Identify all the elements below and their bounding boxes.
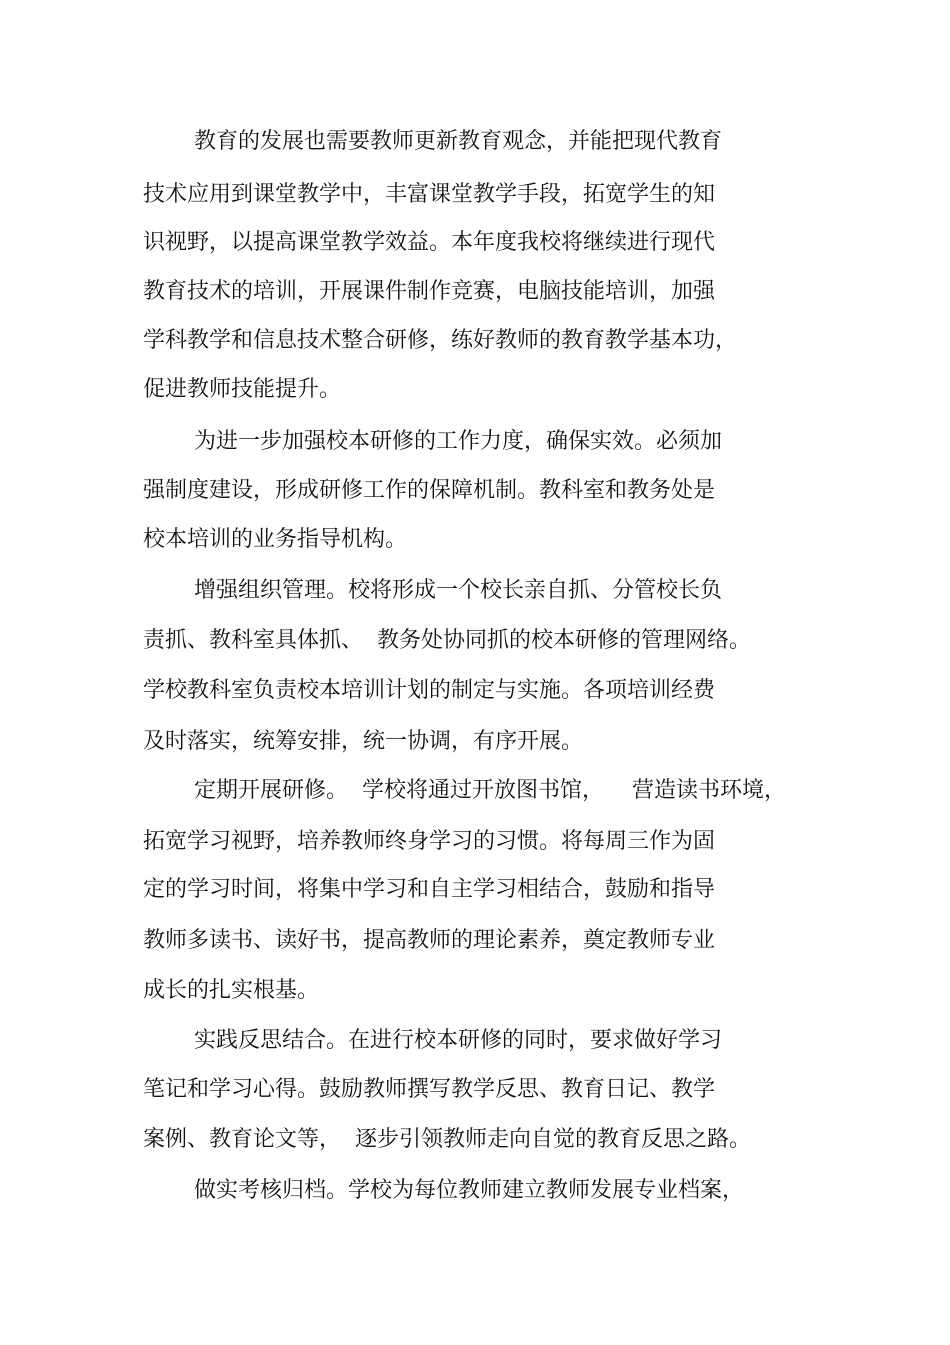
paragraph-1-line-3: 识视野，以提高课堂教学效益。本年度我校将继续进行现代 xyxy=(143,230,716,255)
paragraph-5-line-2: 笔记和学习心得。鼓励教师撰写教学反思、教育日记、教学 xyxy=(143,1077,716,1102)
paragraph-2-line-3: 校本培训的业务指导机构。 xyxy=(143,527,408,552)
paragraph-2-line-2: 强制度建设，形成研修工作的保障机制。教科室和教务处是 xyxy=(143,478,716,503)
paragraph-1-line-5: 学科教学和信息技术整合研修，练好教师的教育教学基本功， xyxy=(143,328,738,353)
paragraph-2-line-1: 为进一步加强校本研修的工作力度，确保实效。必须加 xyxy=(194,429,723,454)
paragraph-3-line-2: 责抓、教科室具体抓、 教务处协同抓的校本研修的管理网络。 xyxy=(143,628,751,653)
paragraph-3-line-1: 增强组织管理。校将形成一个校长亲自抓、分管校长负 xyxy=(194,578,723,603)
paragraph-6-line-1: 做实考核归档。学校为每位教师建立教师发展专业档案， xyxy=(194,1178,745,1203)
paragraph-3-line-3: 学校教科室负责校本培训计划的制定与实施。各项培训经费 xyxy=(143,678,716,703)
paragraph-1-line-1: 教育的发展也需要教师更新教育观念，并能把现代教育 xyxy=(194,129,723,154)
paragraph-1-line-4: 教育技术的培训，开展课件制作竞赛，电脑技能培训，加强 xyxy=(143,279,716,304)
paragraph-1-line-2: 技术应用到课堂教学中，丰富课堂教学手段，拓宽学生的知 xyxy=(143,182,716,207)
paragraph-4-line-3: 定的学习时间，将集中学习和自主学习相结合，鼓励和指导 xyxy=(143,877,716,902)
paragraph-5-line-3: 案例、教育论文等， 逐步引领教师走向自觉的教育反思之路。 xyxy=(143,1127,751,1152)
paragraph-4-line-4: 教师多读书、读好书，提高教师的理论素养，奠定教师专业 xyxy=(143,928,716,953)
paragraph-4-line-2: 拓宽学习视野，培养教师终身学习的习惯。将每周三作为固 xyxy=(143,829,716,854)
paragraph-1-line-6: 促进教师技能提升。 xyxy=(143,377,342,402)
paragraph-4-line-5: 成长的扎实根基。 xyxy=(143,978,320,1003)
paragraph-3-line-4: 及时落实，统筹安排，统一协调，有序开展。 xyxy=(143,729,584,754)
paragraph-4-line-1: 定期开展研修。 学校将通过开放图书馆， 营造读书环境， xyxy=(194,778,786,803)
paragraph-5-line-1: 实践反思结合。在进行校本研修的同时，要求做好学习 xyxy=(194,1028,723,1053)
